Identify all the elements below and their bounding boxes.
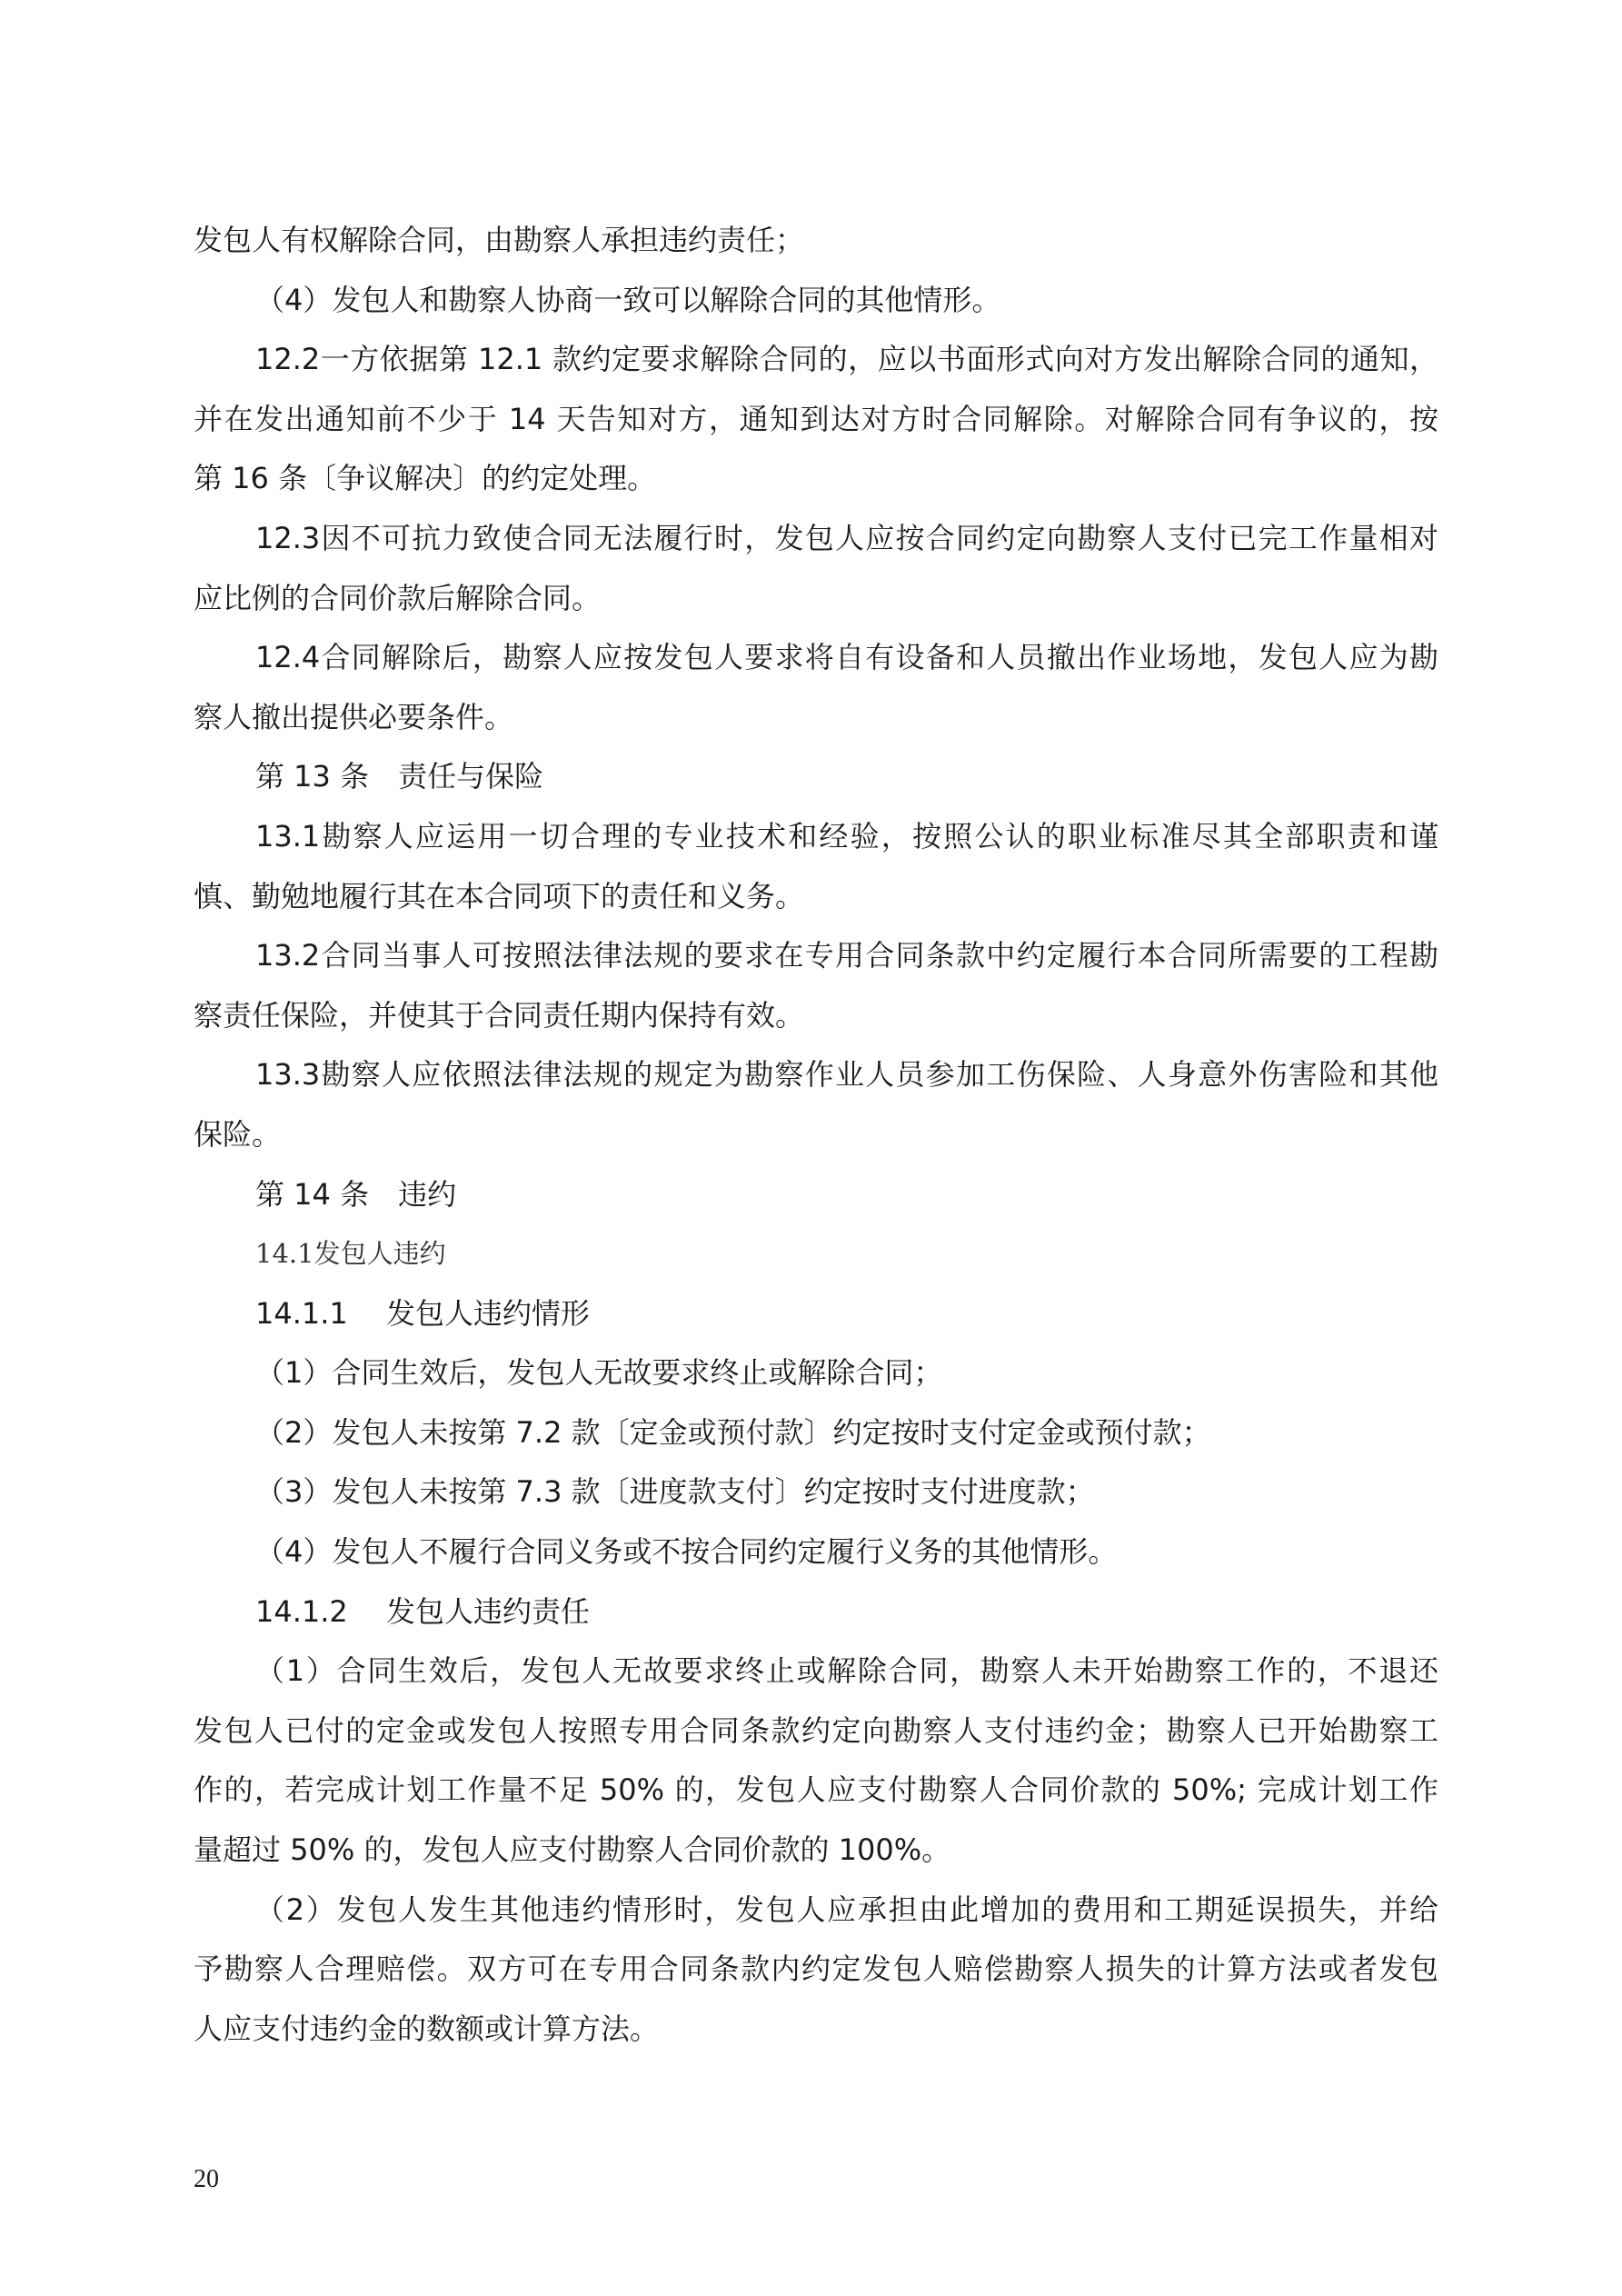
text-line: 发包人有权解除合同，由勘察人承担违约责任； <box>194 223 805 257</box>
text-line: 12.3因不可抗力致使合同无法履行时，发包人应按合同约定向勘察人支付已完工作量相对 <box>255 520 1438 555</box>
text-line: （1）合同生效后，发包人无故要求终止或解除合同，勘察人未开始勘察工作的，不退还 <box>255 1653 1438 1689</box>
text-line: （2）发包人未按第 7.2 款〔定金或预付款〕约定按时支付定金或预付款； <box>255 1414 1211 1450</box>
text-line: （3）发包人未按第 7.3 款〔进度款支付〕约定按时支付进度款； <box>255 1474 1095 1510</box>
text-line: 人应支付违约金的数额或计算方法。 <box>194 2011 660 2046</box>
text-line: （2）发包人发生其他违约情形时，发包人应承担由此增加的费用和工期延误损失，并给 <box>255 1892 1438 1927</box>
text-line: （4）发包人和勘察人协商一致可以解除合同的其他情形。 <box>255 282 1001 317</box>
text-line: 应比例的合同价款后解除合同。 <box>194 580 602 615</box>
text-line: 13.2合同当事人可按照法律法规的要求在专用合同条款中约定履行本合同所需要的工程勘 <box>255 938 1438 973</box>
text-line: 察人撤出提供必要条件。 <box>194 699 514 734</box>
text-line: 13.3勘察人应依照法律法规的规定为勘察作业人员参加工伤保险、人身意外伤害险和其他 <box>255 1057 1438 1093</box>
text-line: 12.2一方依据第 12.1 款约定要求解除合同的，应以书面形式向对方发出解除合同的通知， <box>255 342 1438 377</box>
text-line: 察责任保险，并使其于合同责任期内保持有效。 <box>194 997 805 1033</box>
text-line: （4）发包人不履行合同义务或不按合同约定履行义务的其他情形。 <box>255 1534 1118 1570</box>
text-line: 予勘察人合理赔偿。双方可在专用合同条款内约定发包人赔偿勘察人损失的计算方法或者发包 <box>194 1952 1438 1987</box>
text-line: 量超过 50% 的，发包人应支付勘察人合同价款的 100%。 <box>194 1832 951 1868</box>
text-line: （1）合同生效后，发包人无故要求终止或解除合同； <box>255 1355 943 1391</box>
text-line: 慎、勤勉地履行其在本合同项下的责任和义务。 <box>194 878 805 913</box>
text-line: 发包人已付的定金或发包人按照专用合同条款约定向勘察人支付违约金；勘察人已开始勘察工 <box>194 1712 1438 1748</box>
text-line: 14.1.1 发包人违约情形 <box>255 1295 590 1331</box>
text-line: 第 16 条〔争议解决〕的约定处理。 <box>194 461 657 496</box>
text-line: 作的，若完成计划工作量不足 50% 的，发包人应支付勘察人合同价款的 50%; 完成计划工作 <box>194 1772 1438 1808</box>
text-line: 第 14 条 违约 <box>255 1176 457 1212</box>
text-line: 14.1.2 发包人违约责任 <box>255 1593 590 1629</box>
text-line: 12.4合同解除后，勘察人应按发包人要求将自有设备和人员撤出作业场地，发包人应为勘 <box>255 640 1438 675</box>
text-line: 14.1发包人违约 <box>255 1238 446 1270</box>
page-number: 20 <box>194 2165 219 2193</box>
document-body <box>194 211 1438 2059</box>
text-line: 并在发出通知前不少于 14 天告知对方，通知到达对方时合同解除。对解除合同有争议的，按 <box>194 401 1438 436</box>
text-line: 13.1勘察人应运用一切合理的专业技术和经验，按照公认的职业标准尽其全部职责和谨 <box>255 818 1438 854</box>
text-line: 第 13 条 责任与保险 <box>255 759 544 794</box>
text-line: 保险。 <box>194 1116 282 1152</box>
